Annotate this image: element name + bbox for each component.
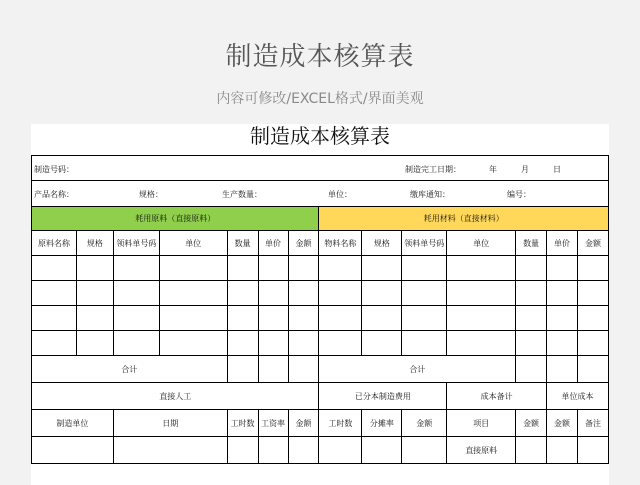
table-cell[interactable] (362, 281, 402, 306)
col-header: 领料单号码 (402, 231, 447, 256)
table-cell[interactable] (547, 356, 578, 383)
col-header: 数量 (227, 231, 258, 256)
col-header: 制造单位 (32, 410, 114, 437)
table-cell[interactable] (159, 281, 227, 306)
table-cell[interactable] (516, 306, 547, 331)
table-cell[interactable] (447, 306, 516, 331)
table-cell[interactable] (227, 306, 258, 331)
group-unit-cost: 单位成本 (547, 383, 609, 410)
warehouse-notice-label: 缴库通知： (410, 190, 450, 199)
table-cell[interactable] (258, 356, 288, 383)
group-direct-labor: 直接人工 (32, 383, 319, 410)
table-cell[interactable] (76, 331, 113, 356)
table-cell[interactable] (159, 331, 227, 356)
table-row (32, 437, 609, 464)
table-cell[interactable] (516, 281, 547, 306)
table-row (32, 306, 609, 331)
col-header: 数量 (516, 231, 547, 256)
table-cell[interactable] (76, 256, 113, 281)
col-header: 日期 (113, 410, 227, 437)
table-cell[interactable] (547, 281, 578, 306)
info-row-2 (32, 181, 609, 207)
number-label: 编号： (507, 190, 531, 199)
table-row (32, 256, 609, 281)
table-cell[interactable] (227, 356, 258, 383)
info-row-1 (32, 156, 609, 181)
table-cell[interactable] (258, 281, 288, 306)
table-cell[interactable] (402, 281, 447, 306)
table-cell[interactable] (258, 331, 288, 356)
table-cell[interactable] (516, 256, 547, 281)
unit-label: 单位： (328, 190, 352, 199)
table-cell[interactable] (159, 306, 227, 331)
year-label: 年 (489, 165, 497, 174)
table-cell[interactable] (319, 306, 362, 331)
col-header: 规格 (76, 231, 113, 256)
banner-title: 制造成本核算表 (225, 42, 415, 72)
col-header: 单价 (258, 231, 288, 256)
table-cell[interactable] (577, 306, 608, 331)
table-cell[interactable] (113, 306, 159, 331)
col-header: 物料名称 (319, 231, 362, 256)
col-header: 金额 (288, 410, 319, 437)
table-cell[interactable] (32, 331, 77, 356)
table-cell[interactable] (402, 256, 447, 281)
done-date-label: 制造完工日期： (405, 165, 461, 174)
table-cell[interactable] (577, 256, 608, 281)
table-cell[interactable] (113, 331, 159, 356)
col-header: 领料单号码 (113, 231, 159, 256)
table-cell[interactable] (76, 306, 113, 331)
table-row (32, 331, 609, 356)
col-header: 单价 (547, 231, 578, 256)
col-header: 工资率 (258, 410, 288, 437)
month-label: 月 (521, 165, 529, 174)
group-allocated-overhead: 已分本制造费用 (319, 383, 447, 410)
table-cell[interactable] (362, 256, 402, 281)
table-cell[interactable] (258, 306, 288, 331)
table-cell[interactable] (32, 281, 77, 306)
table-cell[interactable] (288, 256, 319, 281)
table-cell[interactable] (516, 356, 547, 383)
table-cell[interactable] (577, 356, 608, 383)
product-name-label: 产品名称： (34, 190, 74, 199)
col-header: 金额 (402, 410, 447, 437)
col-header: 金额 (516, 410, 547, 437)
col-header: 原料名称 (32, 231, 77, 256)
cost-table (31, 155, 609, 464)
table-cell[interactable] (319, 437, 362, 464)
col-header: 金额 (577, 231, 608, 256)
table-cell[interactable] (288, 281, 319, 306)
table-cell[interactable] (319, 331, 362, 356)
spec-label: 规格： (139, 190, 163, 199)
table-cell[interactable] (288, 331, 319, 356)
table-cell[interactable] (447, 281, 516, 306)
table-cell[interactable] (32, 256, 77, 281)
order-no-label: 制造号码： (34, 165, 74, 174)
table-cell[interactable] (113, 437, 227, 464)
subtotal-row (32, 356, 609, 383)
table-cell[interactable] (319, 256, 362, 281)
section-direct-raw-material: 耗用原料（直接原料） (32, 207, 319, 231)
table-cell[interactable] (227, 281, 258, 306)
table-cell[interactable] (402, 437, 447, 464)
table-cell[interactable] (547, 331, 578, 356)
table-cell[interactable] (402, 331, 447, 356)
table-cell[interactable] (258, 437, 288, 464)
table-cell[interactable] (547, 306, 578, 331)
table-cell[interactable] (447, 331, 516, 356)
section-direct-material: 耗用材料（直接材料） (319, 207, 609, 231)
table-cell[interactable] (227, 256, 258, 281)
production-qty-label: 生产数量： (222, 190, 262, 199)
group-cost-note: 成本备计 (447, 383, 547, 410)
table-cell[interactable] (76, 281, 113, 306)
table-cell[interactable] (516, 437, 547, 464)
subtotal-right-label: 合计 (319, 356, 516, 383)
table-cell[interactable] (113, 256, 159, 281)
col-header: 单位 (447, 231, 516, 256)
table-cell[interactable] (227, 331, 258, 356)
col-header: 工时数 (319, 410, 362, 437)
table-cell[interactable] (402, 306, 447, 331)
day-label: 日 (553, 165, 561, 174)
table-cell[interactable] (32, 437, 114, 464)
table-cell[interactable] (113, 281, 159, 306)
col-header: 工时数 (227, 410, 258, 437)
col-header: 分摊率 (362, 410, 402, 437)
table-cell[interactable] (288, 437, 319, 464)
table-cell[interactable] (227, 437, 258, 464)
table-cell[interactable] (288, 306, 319, 331)
table-cell[interactable] (362, 306, 402, 331)
table-cell[interactable] (362, 331, 402, 356)
table-cell[interactable] (577, 281, 608, 306)
table-cell[interactable] (516, 331, 547, 356)
table-cell[interactable] (319, 281, 362, 306)
table-cell[interactable] (547, 256, 578, 281)
table-cell[interactable] (577, 437, 608, 464)
col-header: 项目 (447, 410, 516, 437)
table-cell[interactable] (32, 306, 77, 331)
sheet-title: 制造成本核算表 (250, 124, 390, 148)
table-cell[interactable] (577, 331, 608, 356)
col-header: 单位 (159, 231, 227, 256)
banner-subtitle: 内容可修改/EXCEL格式/界面美观 (216, 91, 424, 107)
col-header: 备注 (577, 410, 608, 437)
col-header: 金额 (288, 231, 319, 256)
table-cell[interactable] (447, 256, 516, 281)
cost-item-direct-raw: 直接原料 (447, 437, 516, 464)
subtotal-left-label: 合计 (32, 356, 228, 383)
table-cell[interactable] (159, 256, 227, 281)
table-row (32, 281, 609, 306)
table-cell[interactable] (288, 356, 319, 383)
spreadsheet-sheet (31, 124, 609, 485)
table-cell[interactable] (362, 437, 402, 464)
col-header: 规格 (362, 231, 402, 256)
table-cell[interactable] (258, 256, 288, 281)
col-header: 金额 (547, 410, 578, 437)
table-cell[interactable] (547, 437, 578, 464)
